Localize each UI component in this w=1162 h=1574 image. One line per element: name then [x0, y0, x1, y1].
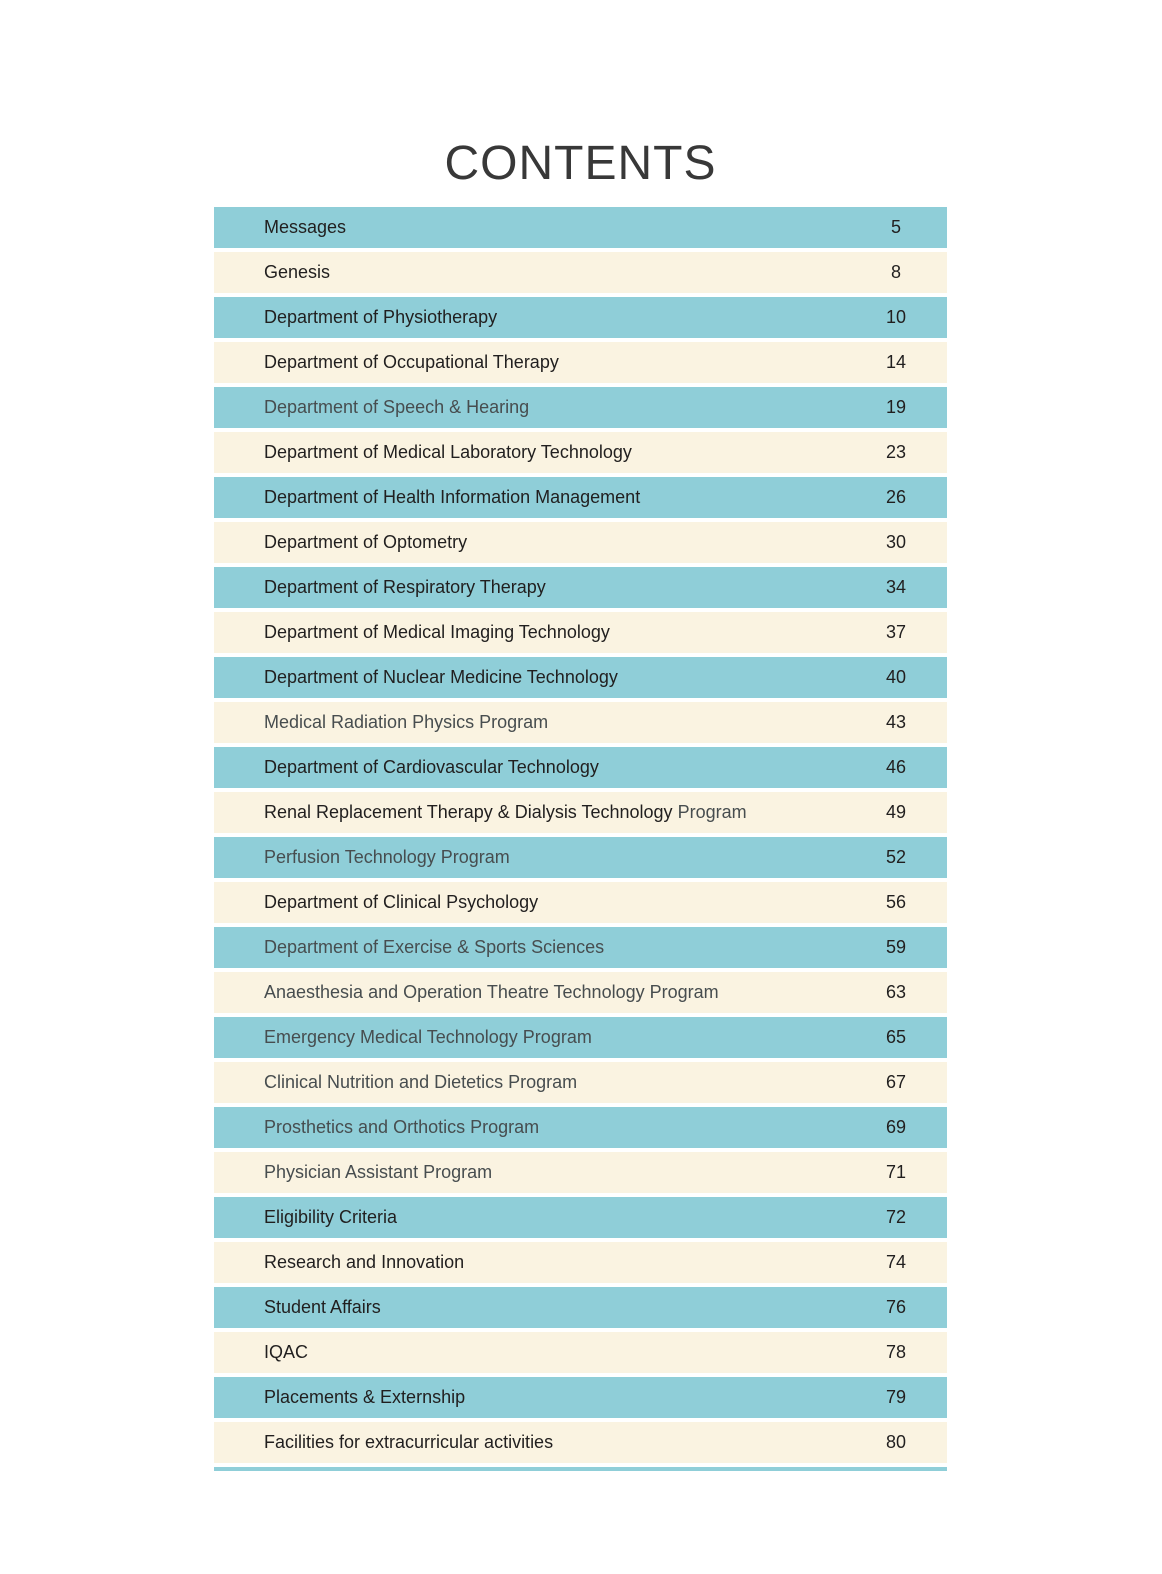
toc-row: [214, 1242, 947, 1283]
toc-entry-label: Department of Speech & Hearing: [264, 397, 530, 417]
toc-table: [214, 207, 947, 1471]
toc-row: [214, 792, 947, 833]
toc-entry-label: Department of Cardiovascular Technology: [264, 757, 599, 777]
toc-row: [214, 972, 947, 1013]
toc-entry-page: 8: [890, 262, 901, 282]
toc-entry-label: IQAC: [264, 1342, 309, 1362]
toc-entry-page: 26: [885, 487, 907, 507]
toc-row: [214, 297, 947, 338]
toc-entry-label: Department of Health Information Management: [264, 487, 641, 507]
toc-entry-label: Clinical Nutrition and Dietetics Program: [264, 1072, 578, 1092]
toc-row: [214, 612, 947, 653]
toc-entry-label: Department of Occupational Therapy: [264, 352, 559, 372]
toc-row: [214, 702, 947, 743]
toc-row: [214, 252, 947, 293]
toc-row: [214, 207, 947, 248]
toc-entry-page: 10: [885, 307, 907, 327]
toc-entry-label: Medical Radiation Physics Program: [264, 712, 549, 732]
toc-entry-page: 19: [885, 397, 907, 417]
toc-entry-page: 34: [885, 577, 907, 597]
toc-entry-label: Messages: [264, 217, 347, 237]
toc-entry-label: Department of Respiratory Therapy: [264, 577, 546, 597]
toc-entry-label: Anaesthesia and Operation Theatre Technology Program: [264, 982, 719, 1002]
toc-entry-label: Research and Innovation: [264, 1252, 465, 1272]
toc-entry-page: 5: [890, 217, 901, 237]
toc-entry-label: Eligibility Criteria: [264, 1207, 398, 1227]
toc-row: [214, 522, 947, 563]
toc-entry-page: 14: [885, 352, 907, 372]
toc-row: [214, 1107, 947, 1148]
toc-row: [214, 747, 947, 788]
page-title: CONTENTS: [444, 137, 717, 190]
toc-entry-page: 56: [885, 892, 907, 912]
toc-entry-label: Student Affairs: [264, 1297, 381, 1317]
toc-entry-page: 74: [885, 1252, 907, 1272]
toc-entry-label-suffix: Program: [672, 802, 747, 822]
toc-row: [214, 1377, 947, 1418]
table-bottom-edge: [214, 1467, 947, 1471]
toc-entry-label: Facilities for extracurricular activities: [264, 1432, 554, 1452]
toc-row: [214, 1017, 947, 1058]
toc-entry-label: Placements & Externship: [264, 1387, 466, 1407]
toc-row: [214, 1287, 947, 1328]
toc-entry-label: Genesis: [264, 262, 331, 282]
toc-entry-label: Department of Exercise & Sports Sciences: [264, 937, 605, 957]
toc-row: [214, 1152, 947, 1193]
toc-entry-label: Emergency Medical Technology Program: [264, 1027, 592, 1047]
toc-entry-page: 69: [885, 1117, 907, 1137]
toc-row: [214, 837, 947, 878]
toc-entry-page: 43: [885, 712, 907, 732]
toc-entry-page: 37: [885, 622, 907, 642]
toc-entry-label: Renal Replacement Therapy & Dialysis Technology Program: [264, 802, 747, 822]
toc-entry-page: 76: [885, 1297, 907, 1317]
toc-entry-label: Department of Medical Laboratory Technology: [264, 442, 632, 462]
toc-entry-page: 59: [885, 937, 907, 957]
toc-entry-page: 71: [885, 1162, 907, 1182]
toc-entry-page: 30: [885, 532, 907, 552]
toc-row: [214, 1062, 947, 1103]
toc-entry-page: 80: [885, 1432, 907, 1452]
toc-entry-page: 23: [885, 442, 907, 462]
toc-entry-label: Physician Assistant Program: [264, 1162, 493, 1182]
toc-row: [214, 342, 947, 383]
toc-entry-label: Department of Nuclear Medicine Technology: [264, 667, 618, 687]
toc-entry-page: 63: [885, 982, 907, 1002]
toc-entry-page: 65: [885, 1027, 907, 1047]
toc-entry-page: 40: [885, 667, 907, 687]
toc-entry-page: 52: [885, 847, 907, 867]
toc-row: [214, 657, 947, 698]
toc-row: [214, 387, 947, 428]
toc-entry-label: Department of Medical Imaging Technology: [264, 622, 610, 642]
toc-row: [214, 1332, 947, 1373]
toc-entry-page: 72: [885, 1207, 907, 1227]
toc-entry-label: Department of Clinical Psychology: [264, 892, 539, 912]
toc-entry-page: 79: [885, 1387, 907, 1407]
toc-entry-label: Perfusion Technology Program: [264, 847, 510, 867]
toc-entry-label: Department of Physiotherapy: [264, 307, 498, 327]
toc-row: [214, 1197, 947, 1238]
toc-row: [214, 927, 947, 968]
toc-entry-label: Department of Optometry: [264, 532, 468, 552]
toc-row: [214, 432, 947, 473]
toc-entry-page: 46: [885, 757, 907, 777]
toc-row: [214, 477, 947, 518]
toc-row: [214, 1422, 947, 1463]
toc-entry-label: Prosthetics and Orthotics Program: [264, 1117, 540, 1137]
toc-entry-page: 49: [885, 802, 907, 822]
toc-entry-page: 78: [885, 1342, 907, 1362]
toc-row: [214, 882, 947, 923]
toc-entry-page: 67: [885, 1072, 907, 1092]
toc-row: [214, 567, 947, 608]
